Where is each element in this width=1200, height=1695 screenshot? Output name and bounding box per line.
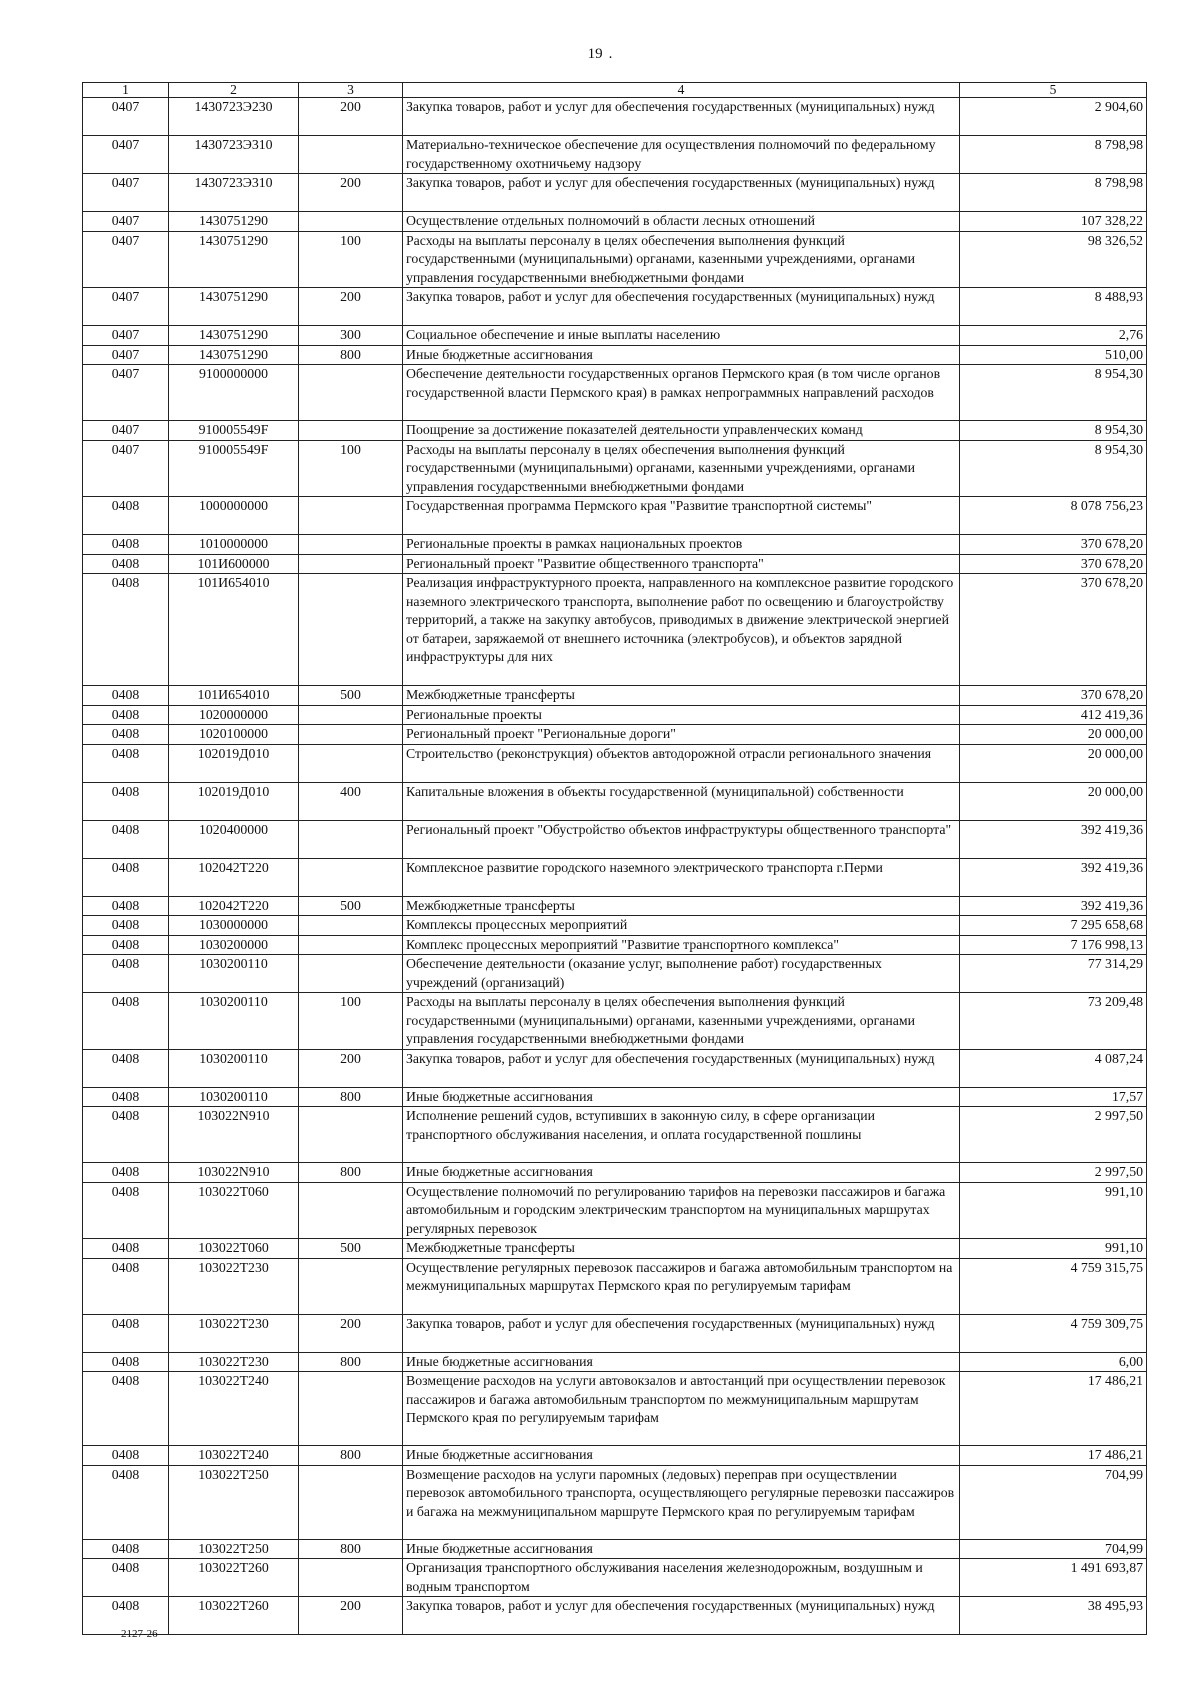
item-name-cell: Региональный проект "Региональные дороги" [403,725,960,745]
amount-cell: 8 954,30 [960,365,1147,421]
target-item-cell: 102042Т220 [169,896,299,916]
target-item-cell: 1430751290 [169,288,299,326]
expense-type-cell [299,1372,403,1446]
section-code-cell: 0407 [83,365,169,421]
item-name-cell: Закупка товаров, работ и услуг для обеспечения государственных (муниципальных) нужд [403,1049,960,1087]
amount-cell: 38 495,93 [960,1597,1147,1635]
target-item-cell: 103022Т250 [169,1539,299,1559]
amount-cell: 991,10 [960,1239,1147,1259]
amount-cell: 17,57 [960,1087,1147,1107]
table-row [83,440,1147,497]
amount-cell: 17 486,21 [960,1372,1147,1446]
section-code-cell: 0407 [83,345,169,365]
section-code-cell: 0407 [83,231,169,288]
section-code-cell: 0408 [83,782,169,820]
table-row [83,231,1147,288]
table-row [83,1559,1147,1597]
expense-type-cell: 800 [299,345,403,365]
amount-cell: 2 997,50 [960,1163,1147,1183]
amount-cell: 510,00 [960,345,1147,365]
expense-type-cell [299,421,403,441]
item-name-cell: Закупка товаров, работ и услуг для обеспечения государственных (муниципальных) нужд [403,1597,960,1635]
expense-type-cell [299,1107,403,1163]
expense-type-cell [299,497,403,535]
table-row [83,1163,1147,1183]
target-item-cell: 102019Д010 [169,782,299,820]
section-code-cell: 0407 [83,212,169,232]
section-code-cell: 0408 [83,1314,169,1352]
section-code-cell: 0408 [83,705,169,725]
section-code-cell: 0408 [83,1559,169,1597]
target-item-cell: 1030200110 [169,1087,299,1107]
expense-type-cell: 800 [299,1446,403,1466]
table-row [83,744,1147,782]
target-item-cell: 1030200110 [169,993,299,1050]
expense-type-cell: 200 [299,98,403,136]
expense-type-cell [299,744,403,782]
amount-cell: 2 904,60 [960,98,1147,136]
table-row [83,98,1147,136]
item-name-cell: Комплексы процессных мероприятий [403,916,960,936]
target-item-cell: 1000000000 [169,497,299,535]
expense-type-cell: 200 [299,1314,403,1352]
section-code-cell: 0408 [83,955,169,993]
target-item-cell: 103022Т060 [169,1239,299,1259]
target-item-cell: 101И600000 [169,554,299,574]
item-name-cell: Региональные проекты [403,705,960,725]
table-row [83,705,1147,725]
amount-cell: 991,10 [960,1182,1147,1239]
table-row [83,1258,1147,1314]
expense-type-cell: 800 [299,1087,403,1107]
target-item-cell: 103022Т240 [169,1372,299,1446]
item-name-cell: Осуществление отдельных полномочий в области лесных отношений [403,212,960,232]
amount-cell: 17 486,21 [960,1446,1147,1466]
item-name-cell: Межбюджетные трансферты [403,686,960,706]
expense-type-cell: 200 [299,1049,403,1087]
expense-type-cell [299,212,403,232]
expense-type-cell: 800 [299,1163,403,1183]
column-header-3: 3 [299,83,403,98]
table-row [83,686,1147,706]
expense-type-cell [299,535,403,555]
expense-type-cell [299,1258,403,1314]
item-name-cell: Межбюджетные трансферты [403,1239,960,1259]
amount-cell: 77 314,29 [960,955,1147,993]
amount-cell: 7 295 658,68 [960,916,1147,936]
section-code-cell: 0408 [83,574,169,686]
page-number-value: 19 [587,46,603,62]
expense-type-cell: 500 [299,686,403,706]
target-item-cell: 103022Т230 [169,1258,299,1314]
target-item-cell: 1430723Э230 [169,98,299,136]
amount-cell: 7 176 998,13 [960,935,1147,955]
target-item-cell: 910005549F [169,421,299,441]
item-name-cell: Поощрение за достижение показателей деятельности управленческих команд [403,421,960,441]
target-item-cell: 1430723Э310 [169,136,299,174]
section-code-cell: 0408 [83,1446,169,1466]
table-body [83,98,1147,1635]
section-code-cell: 0407 [83,288,169,326]
item-name-cell: Расходы на выплаты персоналу в целях обеспечения выполнения функций государственными (муниципальными) органами, казенными учреждениями, органами управления государственными внебюджетными фондами [403,993,960,1050]
section-code-cell: 0408 [83,1049,169,1087]
table-row [83,136,1147,174]
section-code-cell: 0408 [83,1107,169,1163]
amount-cell: 20 000,00 [960,744,1147,782]
item-name-cell: Межбюджетные трансферты [403,896,960,916]
section-code-cell: 0408 [83,1372,169,1446]
item-name-cell: Иные бюджетные ассигнования [403,1352,960,1372]
section-code-cell: 0408 [83,1163,169,1183]
amount-cell: 392 419,36 [960,820,1147,858]
item-name-cell: Реализация инфраструктурного проекта, направленного на комплексное развитие городского наземного электрического транспорта, выполнение работ по освещению и благоустройству территорий, а также на закупку автобусов, приводимых в движение электрической энергией от батареи, заряжаемой от внешнего источника (электробусов), и объектов зарядной инфраструктуры для них [403,574,960,686]
target-item-cell: 1030200110 [169,955,299,993]
amount-cell: 370 678,20 [960,535,1147,555]
item-name-cell: Обеспечение деятельности государственных органов Пермского края (в том числе органов государственной власти Пермского края) в рамках непрограммных направлений расходов [403,365,960,421]
amount-cell: 704,99 [960,1539,1147,1559]
item-name-cell: Иные бюджетные ассигнования [403,1446,960,1466]
expense-type-cell [299,365,403,421]
table-row [83,174,1147,212]
section-code-cell: 0408 [83,896,169,916]
section-code-cell: 0408 [83,725,169,745]
column-header-2: 2 [169,83,299,98]
target-item-cell: 1430751290 [169,345,299,365]
table-row [83,1182,1147,1239]
item-name-cell: Осуществление регулярных перевозок пассажиров и багажа автомобильным транспортом на межмуниципальных маршрутах Пермского края по регулируемым тарифам [403,1258,960,1314]
item-name-cell: Комплекс процессных мероприятий "Развитие транспортного комплекса" [403,935,960,955]
amount-cell: 8 954,30 [960,440,1147,497]
expense-type-cell: 100 [299,993,403,1050]
section-code-cell: 0408 [83,554,169,574]
amount-cell: 1 491 693,87 [960,1559,1147,1597]
table-row [83,1465,1147,1539]
item-name-cell: Иные бюджетные ассигнования [403,1087,960,1107]
section-code-cell: 0408 [83,1087,169,1107]
item-name-cell: Капитальные вложения в объекты государственной (муниципальной) собственности [403,782,960,820]
amount-cell: 392 419,36 [960,858,1147,896]
amount-cell: 98 326,52 [960,231,1147,288]
amount-cell: 8 798,98 [960,136,1147,174]
expense-type-cell: 200 [299,174,403,212]
target-item-cell: 1430723Э310 [169,174,299,212]
item-name-cell: Расходы на выплаты персоналу в целях обеспечения выполнения функций государственными (муниципальными) органами, казенными учреждениями, органами управления государственными внебюджетными фондами [403,231,960,288]
table-row [83,1087,1147,1107]
item-name-cell: Строительство (реконструкция) объектов автодорожной отрасли регионального значения [403,744,960,782]
item-name-cell: Региональный проект "Обустройство объектов инфраструктуры общественного транспорта" [403,820,960,858]
target-item-cell: 103022N910 [169,1163,299,1183]
section-code-cell: 0408 [83,993,169,1050]
expense-type-cell: 300 [299,326,403,346]
table-row [83,326,1147,346]
amount-cell: 107 328,22 [960,212,1147,232]
expense-type-cell [299,554,403,574]
item-name-cell: Расходы на выплаты персоналу в целях обеспечения выполнения функций государственными (муниципальными) органами, казенными учреждениями, органами управления государственными внебюджетными фондами [403,440,960,497]
target-item-cell: 101И654010 [169,686,299,706]
section-code-cell: 0408 [83,1239,169,1259]
amount-cell: 20 000,00 [960,782,1147,820]
item-name-cell: Обеспечение деятельности (оказание услуг, выполнение работ) государственных учреждений (организаций) [403,955,960,993]
table-row [83,1352,1147,1372]
item-name-cell: Закупка товаров, работ и услуг для обеспечения государственных (муниципальных) нужд [403,288,960,326]
section-code-cell: 0408 [83,1539,169,1559]
table-row [83,554,1147,574]
item-name-cell: Комплексное развитие городского наземного электрического транспорта г.Перми [403,858,960,896]
target-item-cell: 1030000000 [169,916,299,936]
amount-cell: 370 678,20 [960,554,1147,574]
item-name-cell: Региональные проекты в рамках национальных проектов [403,535,960,555]
page-number-mark: . [608,46,613,62]
budget-table [82,82,1147,1635]
amount-cell: 73 209,48 [960,993,1147,1050]
table-row [83,1446,1147,1466]
table-row [83,535,1147,555]
table-row [83,896,1147,916]
target-item-cell: 1030200110 [169,1049,299,1087]
item-name-cell: Иные бюджетные ассигнования [403,1539,960,1559]
target-item-cell: 1020400000 [169,820,299,858]
amount-cell: 2,76 [960,326,1147,346]
table-row [83,858,1147,896]
target-item-cell: 1020000000 [169,705,299,725]
section-code-cell: 0408 [83,1597,169,1635]
section-code-cell: 0408 [83,686,169,706]
item-name-cell: Региональный проект "Развитие общественного транспорта" [403,554,960,574]
section-code-cell: 0408 [83,916,169,936]
item-name-cell: Закупка товаров, работ и услуг для обеспечения государственных (муниципальных) нужд [403,1314,960,1352]
footer-code: 2127-26 [121,1628,158,1640]
target-item-cell: 103022Т240 [169,1446,299,1466]
column-number-row [83,83,1147,98]
target-item-cell: 910005549F [169,440,299,497]
item-name-cell: Осуществление полномочий по регулированию тарифов на перевозки пассажиров и багажа автомобильным и городским электрическим транспортом на муниципальных маршрутах регулярных перевозок [403,1182,960,1239]
table-row [83,955,1147,993]
expense-type-cell: 200 [299,288,403,326]
column-header-4: 4 [403,83,960,98]
table-row [83,725,1147,745]
table-row [83,935,1147,955]
section-code-cell: 0407 [83,440,169,497]
amount-cell: 6,00 [960,1352,1147,1372]
section-code-cell: 0408 [83,744,169,782]
item-name-cell: Материально-техническое обеспечение для осуществления полномочий по федеральному государственному охотничьему надзору [403,136,960,174]
amount-cell: 8 488,93 [960,288,1147,326]
target-item-cell: 103022Т060 [169,1182,299,1239]
section-code-cell: 0408 [83,820,169,858]
section-code-cell: 0407 [83,174,169,212]
amount-cell: 8 798,98 [960,174,1147,212]
expense-type-cell: 100 [299,231,403,288]
target-item-cell: 103022N910 [169,1107,299,1163]
item-name-cell: Социальное обеспечение и иные выплаты населению [403,326,960,346]
target-item-cell: 1010000000 [169,535,299,555]
table-row [83,497,1147,535]
table-row [83,345,1147,365]
expense-type-cell [299,136,403,174]
page-number [0,46,1200,63]
amount-cell: 392 419,36 [960,896,1147,916]
column-header-1: 1 [83,83,169,98]
section-code-cell: 0408 [83,1182,169,1239]
amount-cell: 370 678,20 [960,574,1147,686]
expense-type-cell: 500 [299,896,403,916]
item-name-cell: Иные бюджетные ассигнования [403,1163,960,1183]
table-row [83,820,1147,858]
target-item-cell: 102042Т220 [169,858,299,896]
expense-type-cell [299,916,403,936]
item-name-cell: Организация транспортного обслуживания населения железнодорожным, воздушным и водным транспортом [403,1559,960,1597]
target-item-cell: 103022Т250 [169,1465,299,1539]
target-item-cell: 102019Д010 [169,744,299,782]
target-item-cell: 1430751290 [169,231,299,288]
table-row [83,1239,1147,1259]
item-name-cell: Иные бюджетные ассигнования [403,345,960,365]
amount-cell: 704,99 [960,1465,1147,1539]
table-row [83,212,1147,232]
section-code-cell: 0407 [83,326,169,346]
table-row [83,1314,1147,1352]
table-row [83,993,1147,1050]
target-item-cell: 9100000000 [169,365,299,421]
target-item-cell: 103022Т260 [169,1597,299,1635]
amount-cell: 370 678,20 [960,686,1147,706]
target-item-cell: 103022Т230 [169,1352,299,1372]
target-item-cell: 1430751290 [169,326,299,346]
section-code-cell: 0408 [83,1465,169,1539]
item-name-cell: Возмещение расходов на услуги паромных (ледовых) переправ при осуществлении перевозок автомобильного транспорта, осуществляющего регулярные перевозки пассажиров и багажа на межмуниципальном маршруте Пермского края по регулируемым тарифам [403,1465,960,1539]
expense-type-cell: 400 [299,782,403,820]
expense-type-cell: 200 [299,1597,403,1635]
expense-type-cell [299,725,403,745]
table-row [83,574,1147,686]
section-code-cell: 0408 [83,1352,169,1372]
expense-type-cell [299,1182,403,1239]
table-row [83,1049,1147,1087]
section-code-cell: 0407 [83,421,169,441]
amount-cell: 20 000,00 [960,725,1147,745]
table-row [83,421,1147,441]
target-item-cell: 103022Т230 [169,1314,299,1352]
section-code-cell: 0408 [83,535,169,555]
amount-cell: 2 997,50 [960,1107,1147,1163]
amount-cell: 4 759 315,75 [960,1258,1147,1314]
column-header-5: 5 [960,83,1147,98]
expense-type-cell [299,1465,403,1539]
table-row [83,1597,1147,1635]
expense-type-cell [299,955,403,993]
section-code-cell: 0408 [83,935,169,955]
expense-type-cell [299,935,403,955]
section-code-cell: 0407 [83,136,169,174]
section-code-cell: 0407 [83,98,169,136]
table-row [83,782,1147,820]
amount-cell: 4 759 309,75 [960,1314,1147,1352]
amount-cell: 412 419,36 [960,705,1147,725]
item-name-cell: Закупка товаров, работ и услуг для обеспечения государственных (муниципальных) нужд [403,98,960,136]
item-name-cell: Закупка товаров, работ и услуг для обеспечения государственных (муниципальных) нужд [403,174,960,212]
target-item-cell: 1030200000 [169,935,299,955]
table-row [83,288,1147,326]
table-row [83,1107,1147,1163]
table-row [83,916,1147,936]
expense-type-cell [299,1559,403,1597]
target-item-cell: 1020100000 [169,725,299,745]
amount-cell: 8 954,30 [960,421,1147,441]
item-name-cell: Исполнение решений судов, вступивших в законную силу, в сфере организации транспортного обслуживания населения, и оплата государственной пошлины [403,1107,960,1163]
target-item-cell: 103022Т260 [169,1559,299,1597]
section-code-cell: 0408 [83,1258,169,1314]
table-row [83,1539,1147,1559]
expense-type-cell: 100 [299,440,403,497]
amount-cell: 8 078 756,23 [960,497,1147,535]
target-item-cell: 101И654010 [169,574,299,686]
table-row [83,365,1147,421]
section-code-cell: 0408 [83,858,169,896]
amount-cell: 4 087,24 [960,1049,1147,1087]
item-name-cell: Государственная программа Пермского края "Развитие транспортной системы" [403,497,960,535]
section-code-cell: 0408 [83,497,169,535]
expense-type-cell [299,705,403,725]
expense-type-cell: 500 [299,1239,403,1259]
table-row [83,1372,1147,1446]
expense-type-cell [299,820,403,858]
expense-type-cell [299,858,403,896]
target-item-cell: 1430751290 [169,212,299,232]
expense-type-cell [299,574,403,686]
item-name-cell: Возмещение расходов на услуги автовокзалов и автостанций при осуществлении перевозок пассажиров и багажа автомобильным транспортом по межмуниципальным маршрутам Пермского края по регулируемым тарифам [403,1372,960,1446]
expense-type-cell: 800 [299,1539,403,1559]
expense-type-cell: 800 [299,1352,403,1372]
